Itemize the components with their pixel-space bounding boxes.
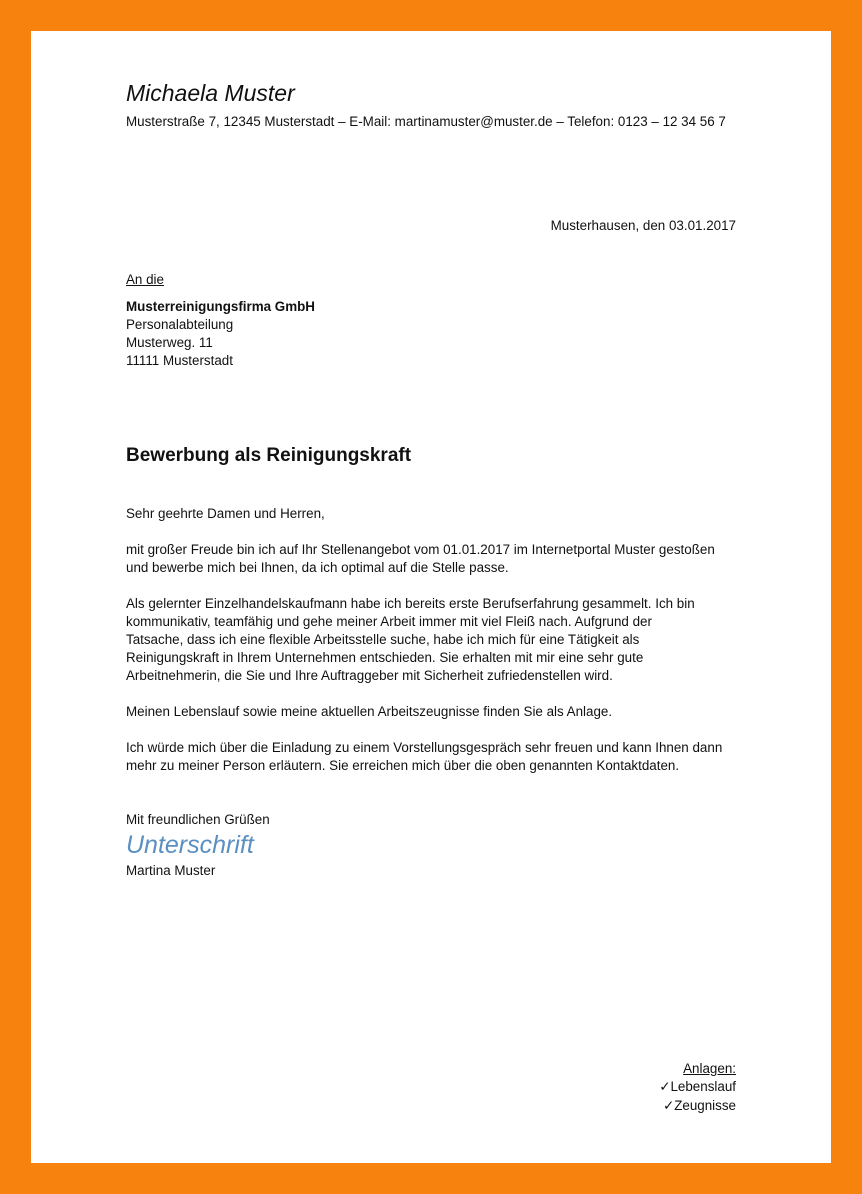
signature: Unterschrift [126, 831, 254, 859]
body-line: mehr zu meiner Person erläutern. Sie erreichen mich über die oben genannten Kontaktdaten. [126, 758, 680, 773]
recipient-department: Personalabteilung [126, 317, 234, 332]
body-line: Meinen Lebenslauf sowie meine aktuellen Arbeitszeugnisse finden Sie als Anlage. [126, 704, 613, 719]
attachment-item: ✓Zeugnisse [652, 1097, 736, 1115]
recipient-company: Musterreinigungsfirma GmbH [126, 299, 315, 314]
attachment-item: ✓Lebenslauf [648, 1078, 736, 1096]
recipient-city: 11111 Musterstadt [126, 353, 233, 368]
body-line: und bewerbe mich bei Ihnen, da ich optimal auf die Stelle passe. [126, 560, 509, 575]
attachments-label: Anlagen: [683, 1061, 736, 1076]
body-line: Arbeitnehmerin, die Sie und Ihre Auftraggeber mit Sicherheit zufriedenstellen wird. [126, 668, 613, 683]
sender-name: Michaela Muster [126, 80, 295, 106]
body-line: Reinigungskraft in Ihrem Unternehmen entschieden. Sie erhalten mit mir eine sehr gute [126, 650, 644, 665]
sender-contact: Musterstraße 7, 12345 Musterstadt – E-Mail: martinamuster@muster.de – Telefon: 0123 – 12 34 56 7 [126, 114, 726, 129]
letter-page [31, 31, 831, 1163]
checkmark-icon: ✓ [662, 1098, 675, 1113]
recipient-label: An die [126, 272, 164, 287]
signer-name: Martina Muster [126, 863, 216, 878]
salutation: Sehr geehrte Damen und Herren, [126, 506, 325, 521]
body-line: Als gelernter Einzelhandelskaufmann habe ich bereits erste Berufserfahrung gesammelt. Ich bin [126, 596, 695, 611]
body-line: Ich würde mich über die Einladung zu einem Vorstellungsgespräch sehr freuen und kann Ihnen dann [126, 740, 723, 755]
closing: Mit freundlichen Grüßen [126, 812, 270, 827]
body-line: mit großer Freude bin ich auf Ihr Stellenangebot vom 01.01.2017 im Internetportal Muster gestoßen [126, 542, 715, 557]
body-line: kommunikativ, teamfähig und gehe meiner Arbeit immer mit viel Fleiß nach. Aufgrund der [126, 614, 652, 629]
recipient-street: Musterweg. 11 [126, 335, 213, 350]
body-line: Tatsache, dass ich eine flexible Arbeitsstelle suche, habe ich mich für eine Tätigkeit als [126, 632, 640, 647]
date-line: Musterhausen, den 03.01.2017 [550, 218, 736, 233]
checkmark-icon: ✓ [659, 1079, 671, 1094]
subject: Bewerbung als Reinigungskraft [126, 445, 412, 466]
